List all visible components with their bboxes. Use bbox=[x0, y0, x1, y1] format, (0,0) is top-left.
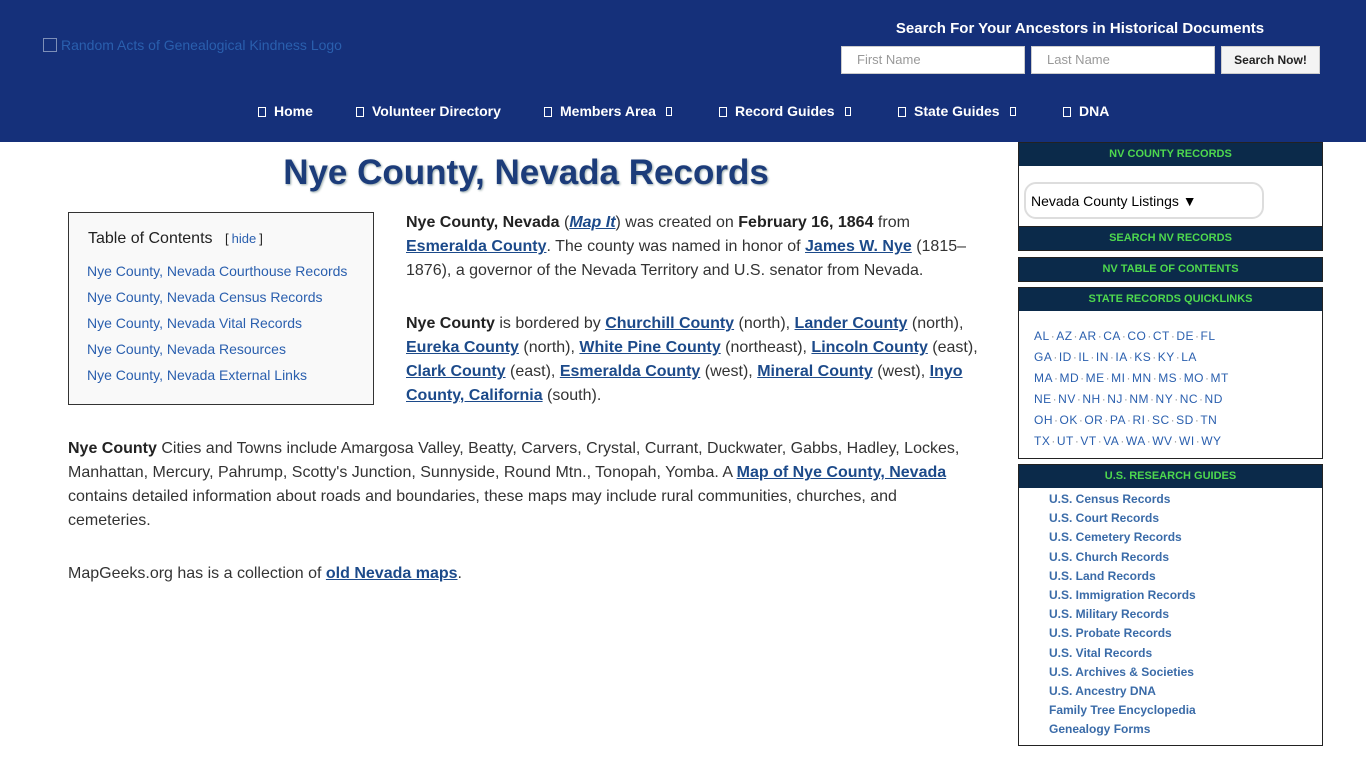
state-row bbox=[1034, 350, 1197, 364]
state-link-me[interactable]: ME bbox=[1085, 371, 1105, 385]
separator: · bbox=[1174, 392, 1179, 406]
separator: · bbox=[1195, 434, 1201, 448]
separator: · bbox=[1074, 434, 1080, 448]
toc-link-census[interactable]: Nye County, Nevada Census Records bbox=[87, 289, 323, 305]
lock-icon bbox=[544, 107, 552, 117]
research-guide-link[interactable]: U.S. Vital Records bbox=[1049, 645, 1153, 660]
book-icon bbox=[719, 107, 727, 117]
separator: · bbox=[1126, 371, 1132, 385]
separator: · bbox=[1104, 413, 1109, 427]
separator: · bbox=[1147, 329, 1152, 343]
dna-icon bbox=[1063, 107, 1071, 117]
separator: · bbox=[1097, 329, 1103, 343]
toc-link-vital[interactable]: Nye County, Nevada Vital Records bbox=[87, 315, 303, 331]
state-link-la[interactable]: LA bbox=[1181, 350, 1197, 364]
separator: · bbox=[1052, 392, 1058, 406]
text: . The county was named in honor of bbox=[546, 238, 806, 255]
nav-label: Record Guides bbox=[735, 103, 835, 119]
research-guide-link[interactable]: U.S. Land Records bbox=[1049, 568, 1156, 583]
state-link-mn[interactable]: MN bbox=[1132, 371, 1152, 385]
james-nye-link[interactable]: James W. Nye bbox=[805, 238, 912, 255]
state-link-id[interactable]: ID bbox=[1058, 350, 1072, 364]
users-icon bbox=[356, 107, 364, 117]
table-of-contents bbox=[68, 212, 374, 405]
text: . bbox=[457, 565, 462, 582]
site-logo[interactable] bbox=[43, 37, 342, 53]
research-guide-link[interactable]: Genealogy Forms bbox=[1049, 722, 1151, 737]
separator: · bbox=[1097, 434, 1103, 448]
chevron-down-icon bbox=[666, 107, 672, 116]
text: MapGeeks.org has is a collection of bbox=[68, 565, 326, 582]
research-guide-link[interactable]: U.S. Court Records bbox=[1049, 511, 1160, 526]
state-link-ca[interactable]: CA bbox=[1103, 329, 1121, 343]
state-row bbox=[1034, 413, 1217, 427]
creation-date: February 16, 1864 bbox=[738, 214, 874, 231]
state-link-nj[interactable]: NJ bbox=[1107, 392, 1123, 406]
separator: · bbox=[1076, 392, 1082, 406]
separator: · bbox=[1078, 413, 1084, 427]
state-link-de[interactable]: DE bbox=[1176, 329, 1195, 343]
state-link-or[interactable]: OR bbox=[1084, 413, 1104, 427]
maps-paragraph bbox=[68, 562, 984, 586]
separator: · bbox=[1128, 350, 1134, 364]
text: Cities and Towns include Amargosa Valley, Beatty, Carvers, Crystal, Currant, Duckwater, Gabbs, Hadley, Lockes, Manhattan, Mercury, Pahrump, Scotty's Junction, Sunnyside, Round Mtn., Tonopah, Yomba. A bbox=[68, 440, 960, 481]
nav-members-area[interactable] bbox=[544, 103, 672, 119]
state-link-ms[interactable]: MS bbox=[1158, 371, 1178, 385]
separator: · bbox=[1080, 371, 1085, 385]
separator: · bbox=[1152, 371, 1158, 385]
state-link-al[interactable]: AL bbox=[1034, 329, 1050, 343]
clark-county-link[interactable]: Clark County bbox=[406, 363, 506, 380]
separator: · bbox=[1053, 350, 1058, 364]
state-link-az[interactable]: AZ bbox=[1056, 329, 1073, 343]
state-link-ks[interactable]: KS bbox=[1134, 350, 1152, 364]
separator: · bbox=[1146, 413, 1151, 427]
separator: · bbox=[1101, 392, 1107, 406]
separator: · bbox=[1173, 434, 1179, 448]
nv-toc-header[interactable]: NV TABLE OF CONTENTS bbox=[1019, 258, 1322, 281]
nav-dna[interactable] bbox=[1063, 103, 1109, 119]
research-guide-link[interactable]: U.S. Census Records bbox=[1049, 492, 1171, 506]
logo-alt-text: Random Acts of Genealogical Kindness Logo bbox=[61, 37, 342, 53]
separator: · bbox=[1199, 392, 1204, 406]
toc-heading bbox=[88, 230, 263, 248]
state-link-il[interactable]: IL bbox=[1078, 350, 1090, 364]
nav-label: Home bbox=[274, 103, 313, 119]
research-guide-link[interactable]: U.S. Cemetery Records bbox=[1049, 530, 1182, 545]
state-link-mo[interactable]: MO bbox=[1183, 371, 1205, 385]
state-link-ma[interactable]: MA bbox=[1034, 371, 1053, 385]
text: from bbox=[873, 214, 910, 231]
toc-link-courthouse[interactable]: Nye County, Nevada Courthouse Records bbox=[87, 263, 348, 279]
separator: · bbox=[1051, 434, 1056, 448]
text: contains detailed information about roads and boundaries, these maps may include rural communities, churches, and cemeteries. bbox=[68, 488, 897, 529]
separator: · bbox=[1090, 350, 1095, 364]
county-name: Nye County, Nevada bbox=[406, 214, 560, 231]
nv-toc-panel bbox=[1018, 257, 1323, 282]
main-nav bbox=[0, 103, 1366, 129]
search-now-button[interactable]: Search Now! bbox=[1221, 46, 1320, 74]
nav-label: Members Area bbox=[560, 103, 656, 119]
towns-paragraph bbox=[68, 437, 984, 533]
state-link-ar[interactable]: AR bbox=[1079, 329, 1097, 343]
nav-record-guides[interactable] bbox=[719, 103, 851, 119]
page-title: Nye County, Nevada Records bbox=[283, 153, 769, 192]
state-quicklinks-header: STATE RECORDS QUICKLINKS bbox=[1019, 288, 1322, 311]
state-row bbox=[1034, 371, 1229, 385]
state-link-ny[interactable]: NY bbox=[1155, 392, 1174, 406]
state-link-wi[interactable]: WI bbox=[1179, 434, 1195, 448]
state-link-tx[interactable]: TX bbox=[1034, 434, 1051, 448]
state-link-co[interactable]: CO bbox=[1127, 329, 1147, 343]
site-header bbox=[0, 0, 1366, 142]
state-row bbox=[1034, 392, 1223, 406]
separator: · bbox=[1175, 350, 1181, 364]
research-guide-link[interactable]: Family Tree Encyclopedia bbox=[1049, 703, 1196, 718]
intro-paragraph: Nye County, Nevada (Map It) was created on February 16, 1864 from Esmeralda County. The county was named in honor of James W. Nye (1815–1876), a governor of the Nevada Territory and U.S. senator from Nevada. bbox=[406, 214, 967, 279]
county-listings-dropdown[interactable]: Nevada County Listings ▼ bbox=[1024, 182, 1264, 219]
nav-label: DNA bbox=[1079, 103, 1110, 119]
nav-home[interactable] bbox=[258, 103, 313, 119]
last-name-input[interactable]: Last Name bbox=[1031, 46, 1215, 74]
churchill-county-link[interactable]: Churchill County bbox=[605, 315, 735, 332]
chevron-down-icon bbox=[1010, 107, 1016, 116]
text: (east), bbox=[927, 339, 978, 356]
state-row bbox=[1034, 329, 1216, 343]
text: (north), bbox=[907, 315, 964, 332]
state-link-md[interactable]: MD bbox=[1059, 371, 1080, 385]
home-icon bbox=[258, 107, 266, 117]
state-row bbox=[1034, 434, 1222, 448]
separator: · bbox=[1050, 329, 1056, 343]
state-link-sd[interactable]: SD bbox=[1176, 413, 1194, 427]
state-link-tn[interactable]: TN bbox=[1200, 413, 1218, 427]
research-guide-link[interactable]: U.S. Ancestry DNA bbox=[1049, 684, 1156, 698]
esmeralda-county-link[interactable]: Esmeralda County bbox=[406, 238, 547, 255]
state-link-nh[interactable]: NH bbox=[1082, 392, 1101, 406]
toc-hide-link[interactable]: hide bbox=[231, 231, 257, 246]
old-nevada-maps-link[interactable]: old Nevada maps bbox=[325, 565, 458, 582]
search-nv-records-header[interactable]: SEARCH NV RECORDS bbox=[1019, 227, 1322, 250]
chevron-down-icon bbox=[845, 107, 851, 116]
us-research-guides-header: U.S. RESEARCH GUIDES bbox=[1019, 465, 1322, 488]
eureka-county-link[interactable]: Eureka County bbox=[406, 339, 519, 356]
lincoln-county-link[interactable]: Lincoln County bbox=[811, 339, 928, 356]
nye-county-map-link[interactable]: Map of Nye County, Nevada bbox=[736, 464, 947, 481]
text: (1815–1876), a governor of the Nevada Territory and U.S. senator from Nevada. bbox=[406, 238, 967, 279]
text: (northeast), bbox=[720, 339, 812, 356]
state-link-mi[interactable]: MI bbox=[1111, 371, 1126, 385]
separator: · bbox=[1152, 350, 1157, 364]
research-guide-link[interactable]: U.S. Probate Records bbox=[1049, 626, 1172, 641]
state-link-oh[interactable]: OH bbox=[1034, 413, 1053, 427]
separator: · bbox=[1054, 413, 1059, 427]
toc-link-resources[interactable]: Nye County, Nevada Resources bbox=[87, 341, 286, 357]
nv-county-records-header[interactable]: NV COUNTY RECORDS bbox=[1019, 143, 1322, 166]
toc-hide-control: [ hide ] bbox=[224, 231, 263, 246]
state-link-ct[interactable]: CT bbox=[1152, 329, 1170, 343]
first-name-input[interactable]: First Name bbox=[841, 46, 1025, 74]
separator: · bbox=[1194, 413, 1200, 427]
text: is bordered by bbox=[494, 315, 606, 332]
state-link-sc[interactable]: SC bbox=[1151, 413, 1170, 427]
separator: · bbox=[1109, 350, 1115, 364]
separator: · bbox=[1170, 329, 1176, 343]
separator: · bbox=[1205, 371, 1210, 385]
state-link-pa[interactable]: PA bbox=[1109, 413, 1126, 427]
research-guide-link[interactable]: U.S. Church Records bbox=[1049, 549, 1170, 564]
inyo-county-link[interactable]: Inyo County, California bbox=[406, 363, 963, 404]
separator: · bbox=[1195, 329, 1200, 343]
state-link-ne[interactable]: NE bbox=[1034, 392, 1052, 406]
state-link-in[interactable]: IN bbox=[1095, 350, 1109, 364]
white-pine-county-link[interactable]: White Pine County bbox=[579, 339, 721, 356]
separator: · bbox=[1073, 329, 1079, 343]
state-link-ok[interactable]: OK bbox=[1059, 413, 1078, 427]
separator: · bbox=[1178, 371, 1183, 385]
separator: · bbox=[1146, 434, 1152, 448]
toc-link-external[interactable]: Nye County, Nevada External Links bbox=[87, 367, 307, 383]
broken-image-icon bbox=[43, 38, 57, 52]
state-link-ut[interactable]: UT bbox=[1056, 434, 1074, 448]
state-link-mt[interactable]: MT bbox=[1210, 371, 1229, 385]
county-name: Nye County bbox=[406, 315, 495, 332]
text: (north), bbox=[518, 339, 580, 356]
text: (west), bbox=[700, 363, 758, 380]
text: (south). bbox=[542, 387, 602, 404]
search-nv-records-panel bbox=[1018, 226, 1323, 251]
nav-label: State Guides bbox=[914, 103, 1000, 119]
state-link-va[interactable]: VA bbox=[1103, 434, 1120, 448]
mineral-county-link[interactable]: Mineral County bbox=[757, 363, 873, 380]
map-icon bbox=[898, 107, 906, 117]
state-link-ky[interactable]: KY bbox=[1157, 350, 1175, 364]
nav-volunteer-directory[interactable] bbox=[356, 103, 501, 119]
text: (north), bbox=[734, 315, 795, 332]
text: (east), bbox=[505, 363, 560, 380]
state-link-vt[interactable]: VT bbox=[1080, 434, 1097, 448]
state-link-wv[interactable]: WV bbox=[1152, 434, 1173, 448]
separator: · bbox=[1123, 392, 1129, 406]
state-link-nd[interactable]: ND bbox=[1204, 392, 1223, 406]
research-guide-link[interactable]: U.S. Immigration Records bbox=[1049, 588, 1196, 602]
separator: · bbox=[1120, 434, 1125, 448]
separator: · bbox=[1072, 350, 1078, 364]
state-link-ia[interactable]: IA bbox=[1115, 350, 1128, 364]
borders-paragraph bbox=[406, 312, 984, 408]
separator: · bbox=[1150, 392, 1155, 406]
research-guide-link[interactable]: U.S. Archives & Societies bbox=[1049, 664, 1194, 679]
state-link-fl[interactable]: FL bbox=[1200, 329, 1216, 343]
state-link-nm[interactable]: NM bbox=[1129, 392, 1150, 406]
separator: · bbox=[1121, 329, 1127, 343]
research-guide-link[interactable]: U.S. Military Records bbox=[1049, 607, 1170, 622]
text: (west), bbox=[872, 363, 930, 380]
text: was created on bbox=[620, 214, 739, 231]
state-link-wa[interactable]: WA bbox=[1125, 434, 1146, 448]
search-title: Search For Your Ancestors in Historical Documents bbox=[895, 20, 1265, 37]
state-link-nv[interactable]: NV bbox=[1058, 392, 1076, 406]
map-it-link[interactable]: Map It bbox=[569, 214, 616, 231]
separator: · bbox=[1105, 371, 1111, 385]
separator: · bbox=[1054, 371, 1059, 385]
lander-county-link[interactable]: Lander County bbox=[794, 315, 908, 332]
esmeralda-county-link[interactable]: Esmeralda County bbox=[559, 363, 701, 380]
toc-heading-text: Table of Contents bbox=[88, 230, 213, 247]
state-link-ga[interactable]: GA bbox=[1034, 350, 1053, 364]
state-link-nc[interactable]: NC bbox=[1179, 392, 1199, 406]
state-link-ri[interactable]: RI bbox=[1132, 413, 1146, 427]
separator: · bbox=[1126, 413, 1132, 427]
state-link-wy[interactable]: WY bbox=[1201, 434, 1222, 448]
nav-state-guides[interactable] bbox=[898, 103, 1016, 119]
county-name: Nye County bbox=[68, 440, 157, 457]
separator: · bbox=[1170, 413, 1176, 427]
nav-label: Volunteer Directory bbox=[372, 103, 501, 119]
